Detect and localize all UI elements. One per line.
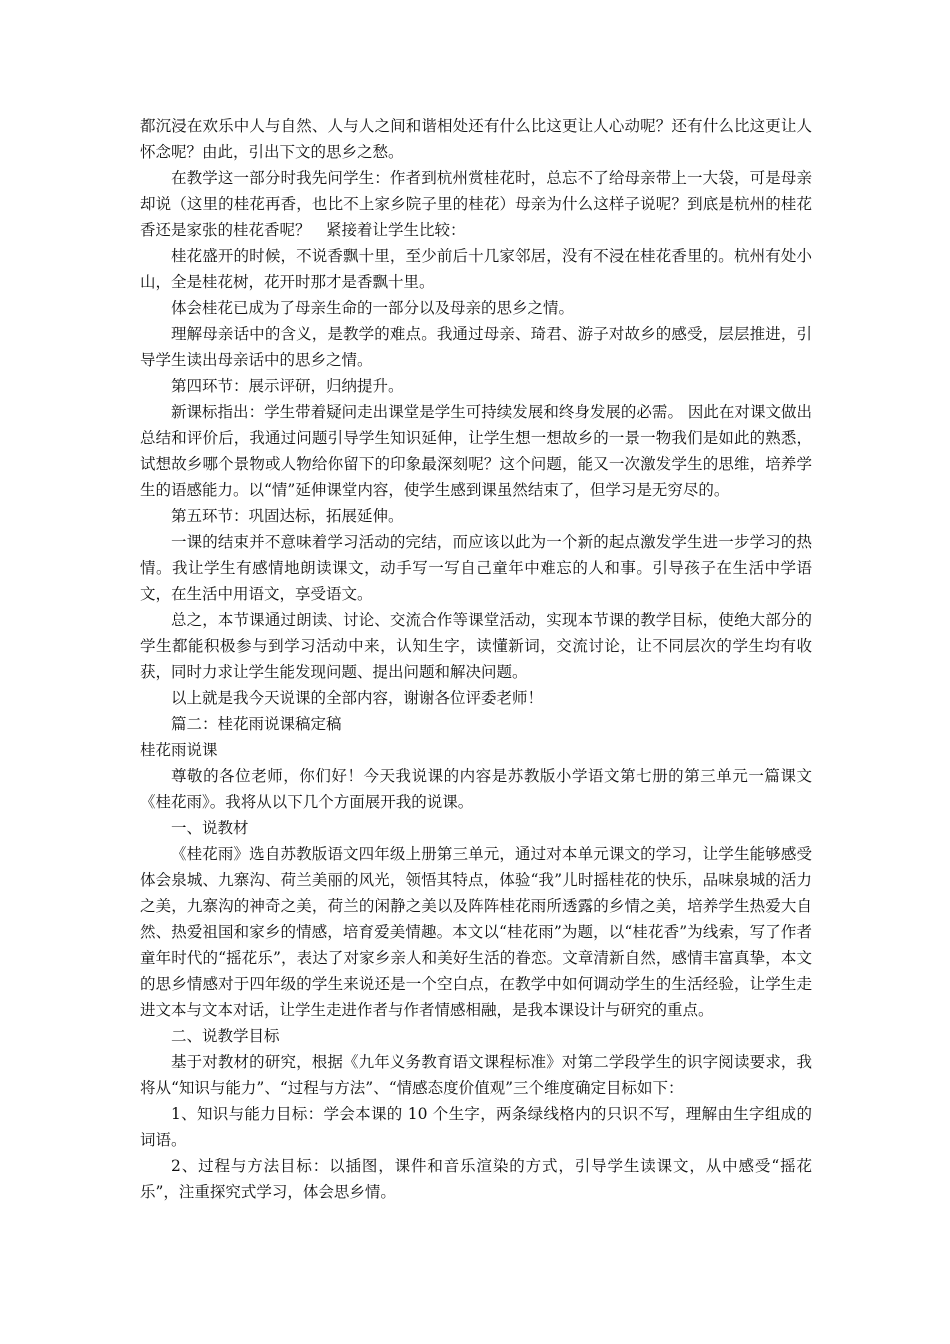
article-heading: 篇二：桂花雨说课稿定稿 — [171, 715, 342, 733]
quoted-paragraph: 桂花盛开的时候，不说香飘十里，至少前后十几家邻居，没有不浸在桂花香里的。杭州有处小山，全是桂花树，花开时那才是香飘十里。 — [140, 247, 812, 291]
section-heading: 第四环节：展示评研，归纳提升。 — [171, 377, 404, 395]
paragraph: 一课的结束并不意味着学习活动的完结，而应该以此为一个新的起点激发学生进一步学习的热情。我让学生有感情地朗读课文，动手写一写自己童年中难忘的人和事。引导孩子在生活中学语文，在生活中用语文，享受语文。 — [140, 533, 812, 603]
paragraph: 体会桂花已成为了母亲生命的一部分以及母亲的思乡之情。 — [171, 299, 575, 317]
section-heading: 第五环节：巩固达标，拓展延伸。 — [171, 507, 404, 525]
section-heading: 一、说教材 — [171, 819, 249, 837]
paragraph: 《桂花雨》选自苏教版语文四年级上册第三单元，通过对本单元课文的学习，让学生能够感受体会泉城、九寨沟、荷兰美丽的风光，领悟其特点，体验“我”儿时摇桂花的快乐，品味泉城的活力之美，九寨沟的神奇之美，荷兰的闲静之美以及阵阵桂花雨所透露的乡情之美，培养学生热爱大自然、热爱祖国和家乡的情感，培育爱美情趣。本文以“桂花雨”为题，以“桂花香”为线索，写了作者童年时代的“摇花乐”，表达了对家乡亲人和美好生活的眷恋。文章清新自然，感情丰富真挚，本文的思乡情感对于四年级的学生来说还是一个空白点，在教学中如何调动学生的生活经验，让学生走进文本与文本对话，让学生走进作者与作者情感相融，是我本课设计与研究的重点。 — [140, 845, 812, 1019]
paragraph: 总之，本节课通过朗读、讨论、交流合作等课堂活动，实现本节课的教学目标，使绝大部分的学生都能积极参与到学习活动中来，认知生字，读懂新词，交流讨论，让不同层次的学生均有收获，同时力求让学生能发现问题、提出问题和解决问题。 — [140, 611, 812, 681]
paragraph: 以上就是我今天说课的全部内容，谢谢各位评委老师！ — [171, 689, 544, 707]
document-page — [140, 113, 812, 1205]
paragraph: 尊敬的各位老师，你们好！今天我说课的内容是苏教版小学语文第七册的第三单元一篇课文《桂花雨》。我将从以下几个方面展开我的说课。 — [140, 767, 812, 811]
paragraph: 基于对教材的研究，根据《九年义务教育语文课程标准》对第二学段学生的识字阅读要求，我将从“知识与能力”、“过程与方法”、“情感态度价值观”三个维度确定目标如下： — [140, 1053, 812, 1097]
list-item: 2、过程与方法目标：以插图，课件和音乐渲染的方式，引导学生读课文，从中感受“摇花乐”，注重探究式学习，体会思乡情。 — [140, 1157, 812, 1201]
list-item: 1、知识与能力目标：学会本课的 10 个生字，两条绿线格内的只识不写，理解由生字组成的词语。 — [140, 1105, 812, 1149]
article-title: 桂花雨说课 — [140, 741, 218, 759]
paragraph: 在教学这一部分时我先问学生：作者到杭州赏桂花时，总忘不了给母亲带上一大袋，可是母亲却说（这里的桂花再香，也比不上家乡院子里的桂花）母亲为什么这样子说呢？到底是杭州的桂花香还是家张的桂花香呢？ 紧接着让学生比较： — [140, 169, 812, 239]
section-heading: 二、说教学目标 — [171, 1027, 280, 1045]
paragraph: 都沉浸在欢乐中人与自然、人与人之间和谐相处还有什么比这更让人心动呢？还有什么比这更让人怀念呢？由此，引出下文的思乡之愁。 — [140, 117, 812, 161]
paragraph: 理解母亲话中的含义，是教学的难点。我通过母亲、琦君、游子对故乡的感受，层层推进，引导学生读出母亲话中的思乡之情。 — [140, 325, 812, 369]
paragraph: 新课标指出：学生带着疑问走出课堂是学生可持续发展和终身发展的必需。 因此在对课文做出总结和评价后，我通过问题引导学生知识延伸，让学生想一想故乡的一景一物我们是如此的熟悉，试想故乡哪个景物或人物给你留下的印象最深刻呢？这个问题，能又一次激发学生的思维，培养学生的语感能力。以“情”延伸课堂内容，使学生感到课虽然结束了，但学习是无穷尽的。 — [140, 403, 812, 499]
